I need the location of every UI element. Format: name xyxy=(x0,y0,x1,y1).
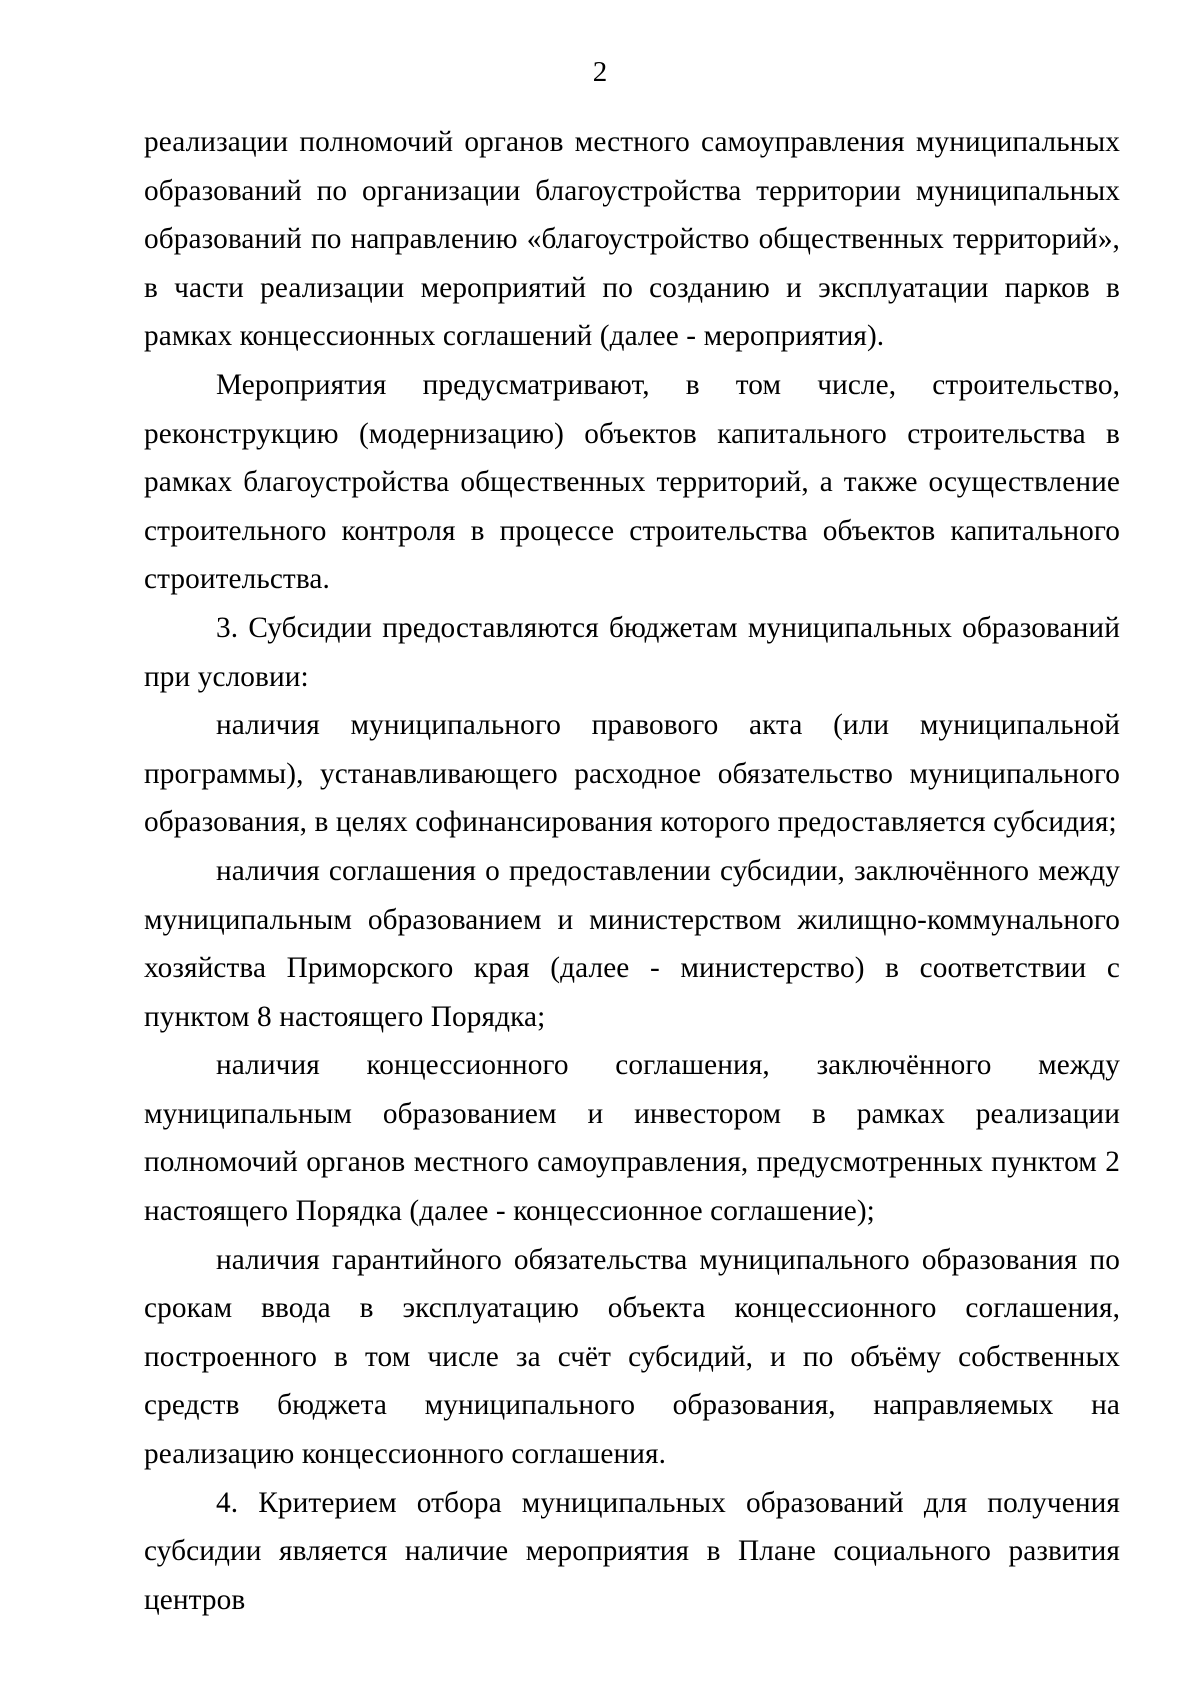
paragraph: наличия муниципального правового акта (или муниципальной программы), устанавливающего расходное обязательство муниципального образования, в целях софинансирования которого предоставляется субсидия; xyxy=(144,709,1120,839)
paragraph: наличия гарантийного обязательства муниципального образования по срокам ввода в эксплуатацию объекта концессионного соглашения, построенного в том числе за счёт субсидий, и по объёму собственных средств бюджета муниципального образования, направляемых на реализацию концессионного соглашения. xyxy=(144,1243,1120,1471)
document-body xyxy=(144,118,1120,1624)
paragraph: 4. Критерием отбора муниципальных образований для получения субсидии является наличие мероприятия в Плане социального развития центров xyxy=(144,1486,1120,1616)
page-number: 2 xyxy=(592,56,608,88)
paragraph: Мероприятия предусматривают, в том числе, строительство, реконструкцию (модернизацию) объектов капитального строительства в рамках благоустройства общественных территорий, а также осуществление строительного контроля в процессе строительства объектов капитального строительства. xyxy=(144,368,1120,596)
paragraph: наличия соглашения о предоставлении субсидии, заключённого между муниципальным образованием и министерством жилищно-коммунального хозяйства Приморского края (далее - министерство) в соответствии с пунктом 8 настоящего Порядка; xyxy=(144,854,1120,1033)
paragraph: 3. Субсидии предоставляются бюджетам муниципальных образований при условии: xyxy=(144,611,1120,693)
paragraph: наличия концессионного соглашения, заключённого между муниципальным образованием и инвестором в рамках реализации полномочий органов местного самоуправления, предусмотренных пунктом 2 настоящего Порядка (далее - концессионное соглашение); xyxy=(144,1049,1120,1228)
paragraph: реализации полномочий органов местного самоуправления муниципальных образований по организации благоустройства территории муниципальных образований по направлению «благоустройство общественных территорий», в части реализации мероприятий по созданию и эксплуатации парков в рамках концессионных соглашений (далее - мероприятия). xyxy=(144,126,1120,353)
